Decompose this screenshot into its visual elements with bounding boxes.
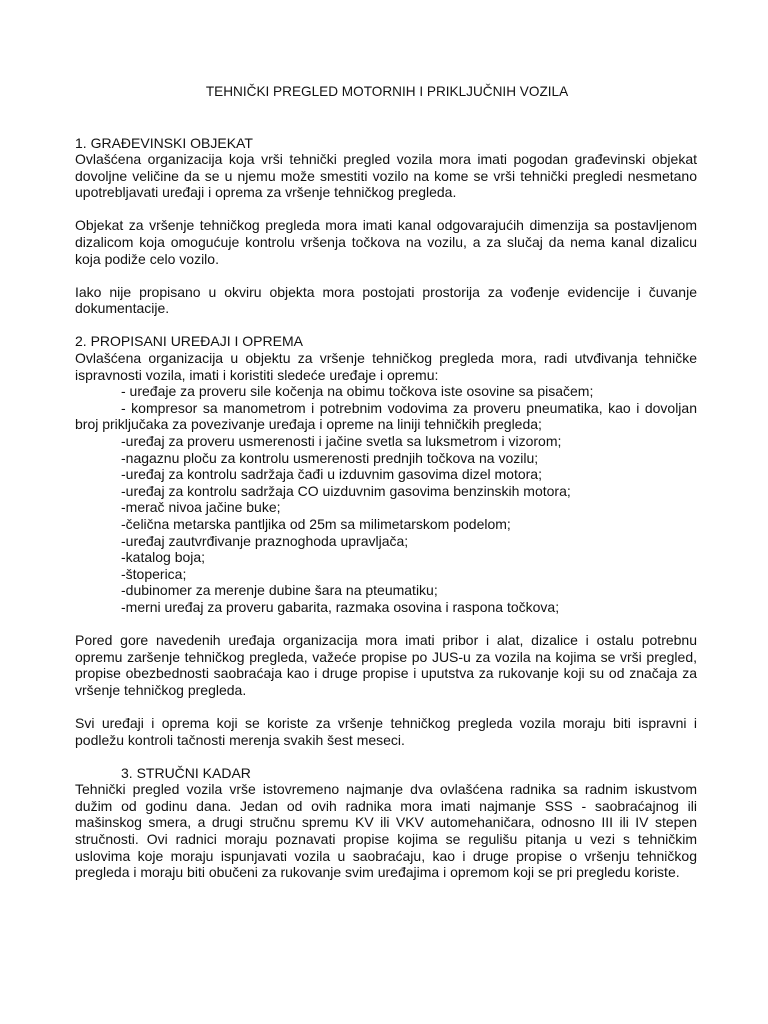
document-title: TEHNIČKI PREGLED MOTORNIH I PRIKLJUČNIH VOZILA	[205, 84, 569, 99]
list-item: -katalog boja;	[121, 549, 206, 566]
list-item: - kompresor sa manometrom i potrebnim vodovima za proveru pneumatika, kao i dovoljan broj priključaka za povezivanje uređaja i opreme na liniji tehničkih pregleda;	[75, 399, 697, 433]
list-item: -merač nivoa jačine buke;	[121, 499, 281, 516]
list-item: -merni uređaj za proveru gabarita, razmaka osovina i raspona točkova;	[121, 598, 560, 615]
equipment-list	[75, 383, 697, 615]
paragraph: Iako nije propisano u okviru objekta mora postojati prostorija za vođenje evidencije i čuvanje dokumentacije.	[75, 283, 697, 317]
section-heading: 1. GRAĐEVINSKI OBJEKAT	[75, 134, 253, 151]
list-item: - uređaje za proveru sile kočenja na obimu točkova iste osovine sa pisačem;	[121, 383, 594, 400]
paragraph: Tehnički pregled vozila vrše istovremeno najmanje dva ovlašćena radnika sa radnim iskustvom dužim od godinu dana. Jedan od ovih radnika mora imati najmanje SSS - saobraćajnog ili mašinskog smera, a drugi stručnu spremu KV ili VKV automehaničara, odnosno III ili IV stepen stručnosti. Ovi radnici moraju poznavati propise kojima se regulišu pitanja u vezi s tehničkim uslovima koje moraju ispunjavati vozila u saobraćaju, kao i druge propise o vršenju tehničkog pregleda i moraju biti obučeni za rukovanje svim uređajima i opremom koji se pri pregledu koriste.	[75, 781, 697, 881]
list-item: -uređaj za kontrolu sadržaja čađi u izduvnim gasovima dizel motora;	[121, 466, 542, 483]
section-building	[75, 135, 697, 317]
section-equipment	[75, 333, 697, 748]
section-heading: 3. STRUČNI KADAR	[121, 764, 251, 781]
list-item: -štoperica;	[121, 565, 187, 582]
paragraph: Pored gore navedenih uređaja organizacija mora imati pribor i alat, dizalice i ostalu potrebnu opremu zaršenje tehničkog pregleda, važeće propise po JUS-u za vozila na kojima se vrši pregled, propise obezbednosti saobraćaja kao i druge propise i uputstva za rukovanje koji su od značaja za vršenje tehničkog pregleda.	[75, 632, 697, 698]
paragraph: Objekat za vršenje tehničkog pregleda mora imati kanal odgovarajućih dimenzija sa postavljenom dizalicom koja omogućuje kontrolu vršenja točkova na vozilu, a za slučaj da nema kanal dizalicu koja podiže celo vozilo.	[75, 217, 697, 267]
list-item: -uređaj zautvrđivanje praznoghoda upravljača;	[121, 532, 409, 549]
list-item: -uređaj za kontrolu sadržaja CO uizduvnim gasovima benzinskih motora;	[121, 482, 571, 499]
paragraph: Ovlašćena organizacija u objektu za vršenje tehničkog pregleda mora, radi utvđivanja tehničke ispravnosti vozila, imati i koristiti sledeće uređaje i opremu:	[75, 350, 697, 383]
section-heading: 2. PROPISANI UREĐAJI I OPREMA	[75, 333, 303, 350]
paragraph: Svi uređaji i oprema koji se koriste za vršenje tehničkog pregleda vozila moraju biti ispravni i podležu kontroli tačnosti merenja svakih šest meseci.	[75, 714, 697, 748]
list-item: -čelična metarska pantljika od 25m sa milimetarskom podelom;	[121, 515, 511, 532]
list-item: -nagaznu ploču za kontrolu usmerenosti prednjih točkova na vozilu;	[121, 449, 539, 466]
list-item: -uređaj za proveru usmerenosti i jačine svetla sa luksmetrom i vizorom;	[121, 433, 562, 449]
section-staff	[75, 765, 697, 881]
paragraph: Ovlašćena organizacija koja vrši tehnički pregled vozila mora imati pogodan građevinski objekat dovoljne veličine da se u njemu može smestiti vozilo na kome se vrši tehnički pregledi nesmetano upotrebljavati uređaji i oprema za vršenje tehničkog pregleda.	[75, 151, 697, 201]
list-item: -dubinomer za merenje dubine šara na pteumatiku;	[121, 582, 438, 599]
